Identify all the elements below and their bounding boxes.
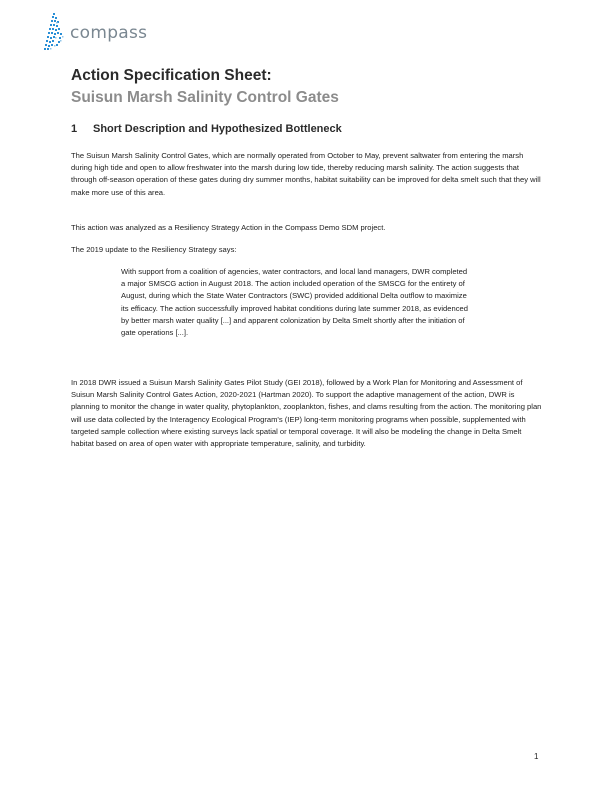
paragraph-description: The Suisun Marsh Salinity Control Gates, which are normally operated from October to May, prevent saltwater from entering the marsh during high tide and open to allow freshwater into the marsh during low tide, thereby reducing marsh salinity. The action suggests that through off-season operation of these gates during dry summer months, habitat suitability can be improved for delta smelt such that they will make more use of this area.: [71, 151, 541, 197]
compass-logo: [38, 10, 158, 52]
paragraph-quote-intro: The 2019 update to the Resiliency Strategy says:: [71, 245, 237, 254]
page-number: 1: [534, 752, 539, 761]
paragraph-monitoring: In 2018 DWR issued a Suisun Marsh Salinity Gates Pilot Study (GEI 2018), followed by a Work Plan for Monitoring and Assessment of Suisun Marsh Salinity Control Gates Action, 2020-2021 (Hartman 2020). To support the adaptive management of the action, DWR is planning to monitor the change in water quality, phytoplankton, zooplankton, fishes, and clams resulting from the action. The monitoring plan will use data collected by the Interagency Ecological Program's (IEP) long-term monitoring programs when possible, supplemented with targeted sample collection where existing surveys lack spatial or temporal coverage. It will also be modeling the change in Delta Smelt habitat based on area of open water with appropriate temperature, salinity, and turbidity.: [71, 378, 542, 449]
compass-logo-icon: [38, 10, 70, 52]
section-number: 1: [71, 123, 78, 135]
paragraph-analysis-note: This action was analyzed as a Resiliency Strategy Action in the Compass Demo SDM project.: [71, 223, 386, 232]
section-heading: [71, 123, 342, 135]
document-subtitle: Suisun Marsh Salinity Control Gates: [71, 89, 339, 106]
block-quote: With support from a coalition of agencies, water contractors, and local land managers, DWR completed a major SMSCG action in August 2018. The action included operation of the SMSCG for the entirety of August, during which the State Water Contractors (SWC) provided additional Delta outflow to maximize its efficacy. The action successfully improved habitat conditions during late summer 2018, as evidenced by better marsh water quality [...] and apparent colonization by Delta Smelt shortly after the initiation of gate operations [...].: [121, 267, 468, 338]
document-title: Action Specification Sheet:: [71, 67, 272, 84]
section-title: Short Description and Hypothesized Bottleneck: [93, 123, 342, 135]
logo-wordmark: compass: [70, 23, 148, 43]
